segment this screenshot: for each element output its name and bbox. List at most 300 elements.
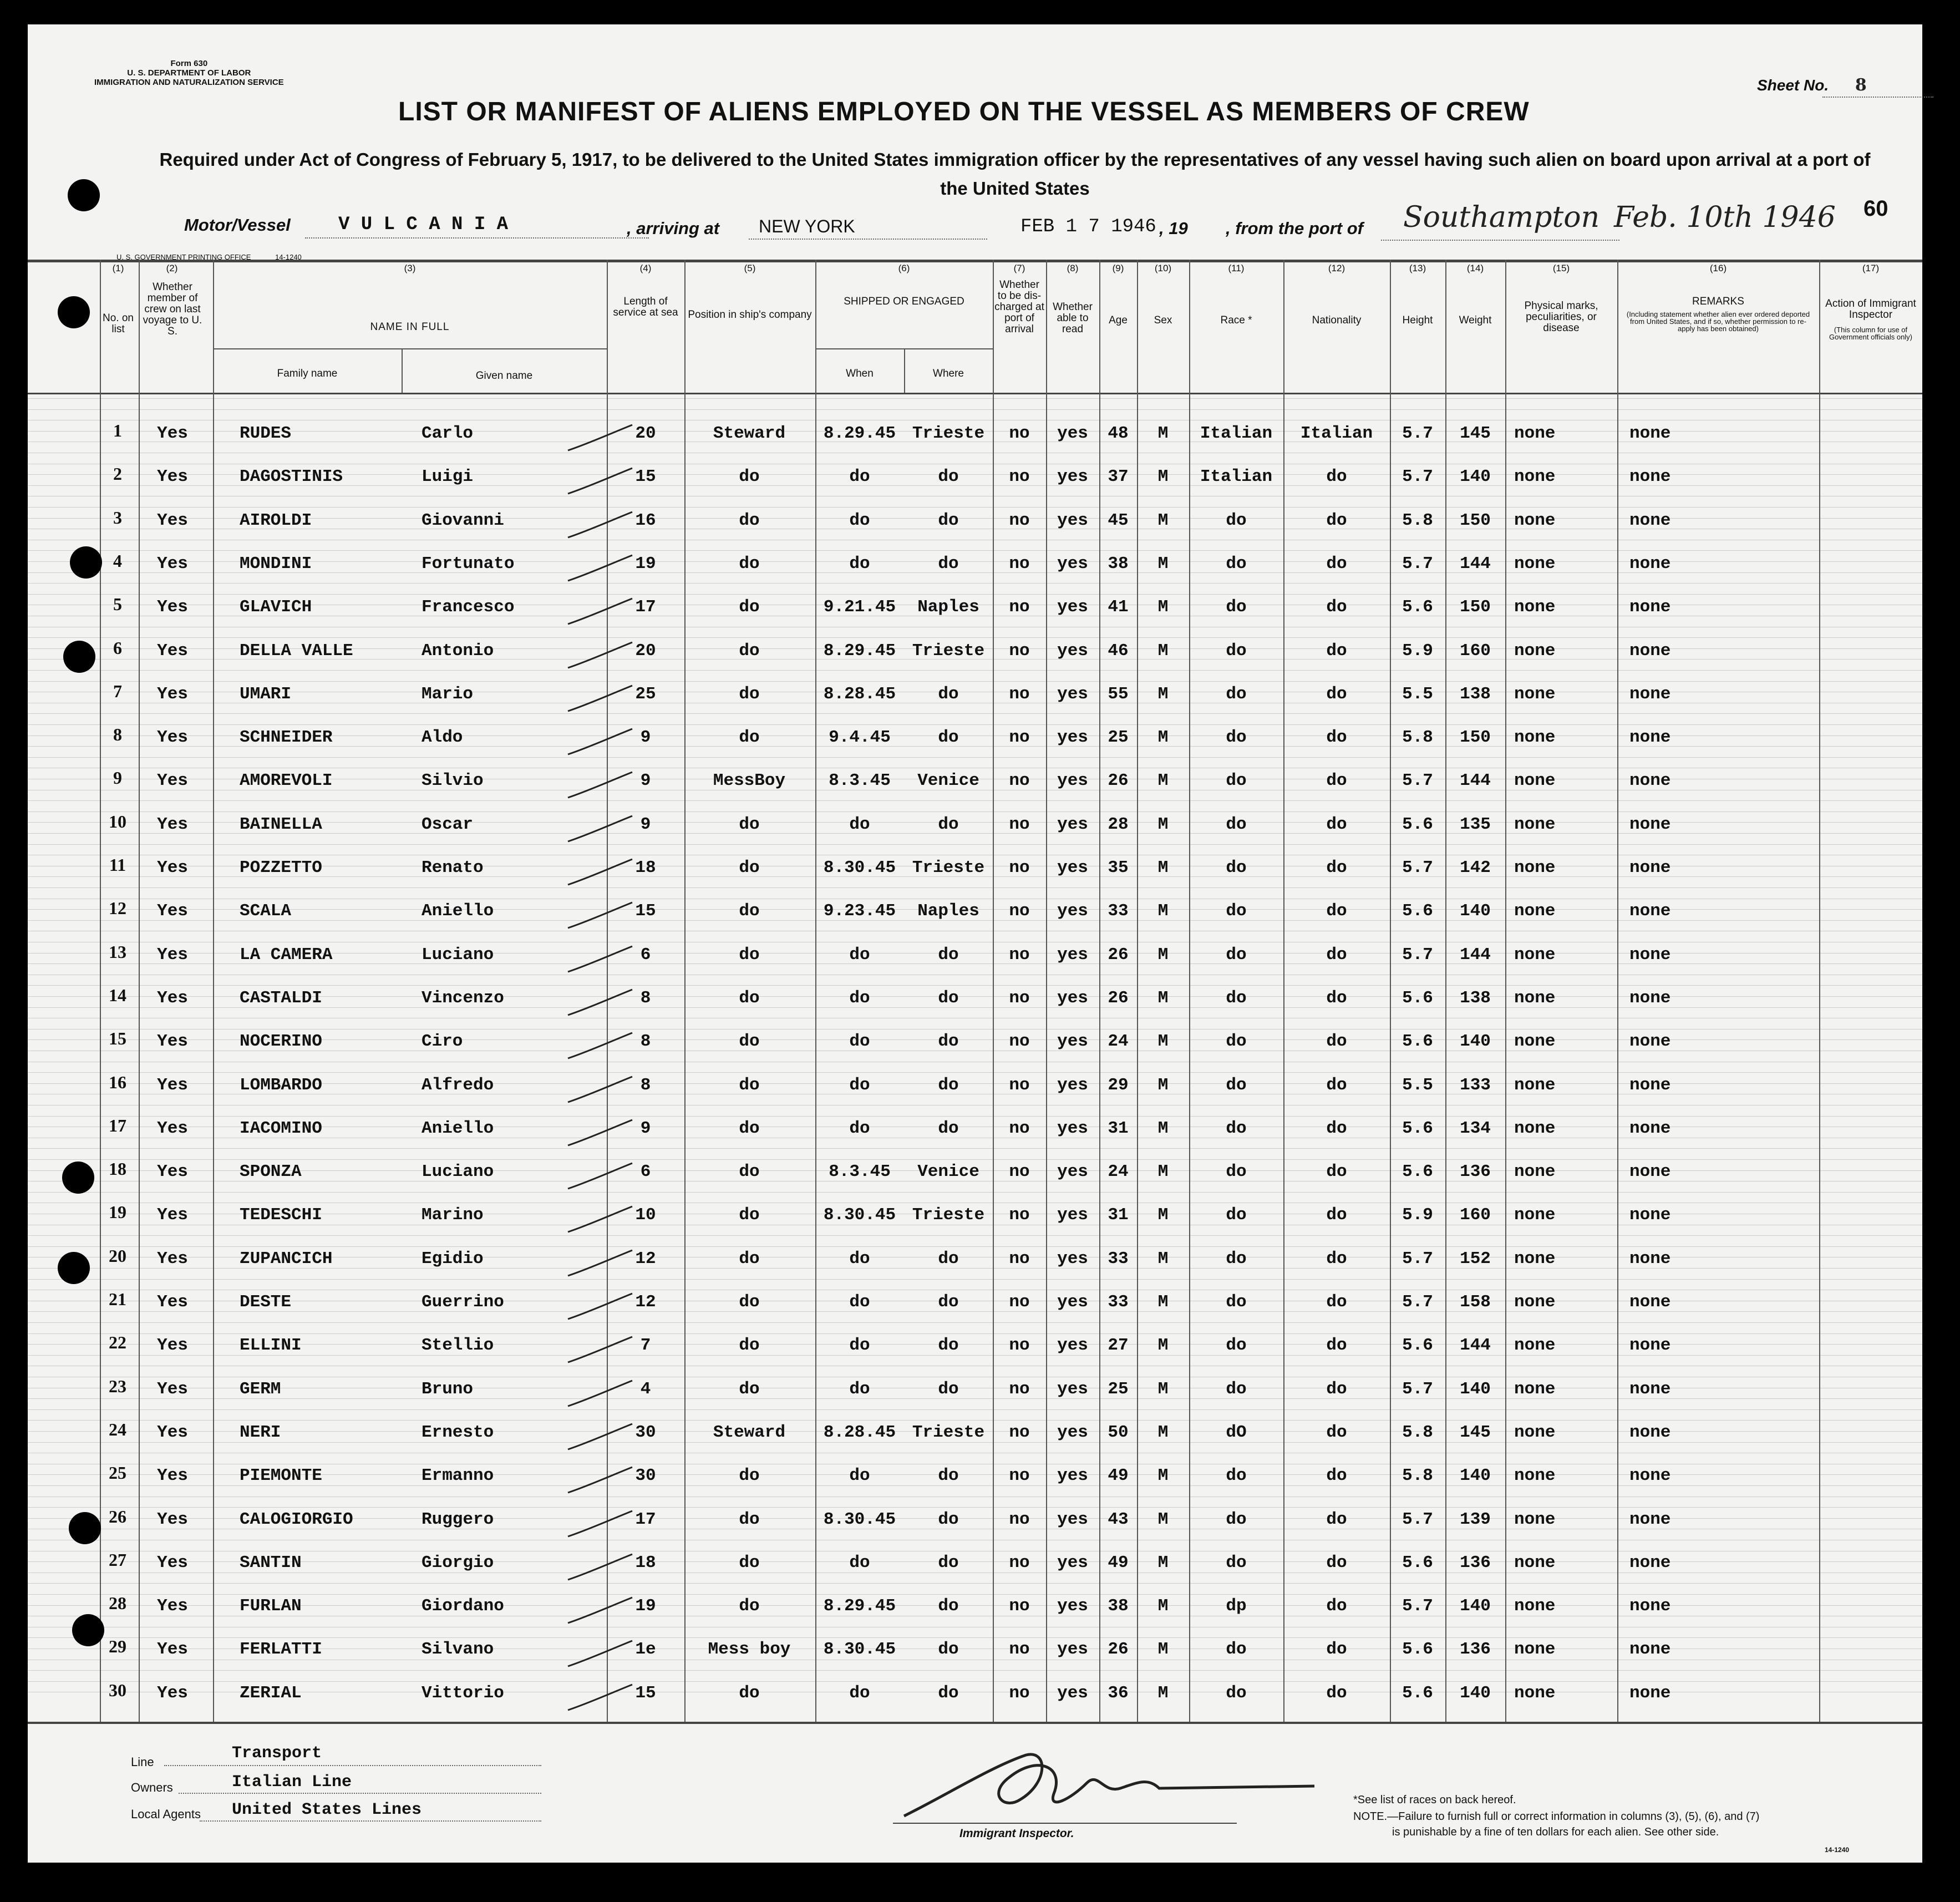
given-name: Silvio	[422, 771, 484, 791]
age: 55	[1108, 684, 1129, 704]
table-row	[28, 585, 1922, 628]
nationality: do	[1326, 771, 1347, 791]
height: 5.7	[1402, 771, 1433, 791]
ship-position: do	[739, 684, 760, 704]
weight: 136	[1460, 1640, 1491, 1660]
col-header-sex: Sex	[1154, 315, 1172, 326]
row-number: 5	[113, 594, 122, 615]
family-name: PIEMONTE	[240, 1466, 322, 1486]
nationality: do	[1326, 1379, 1347, 1399]
table-row	[28, 542, 1922, 585]
race: do	[1226, 1553, 1247, 1573]
check-mark-stroke	[566, 986, 638, 1020]
age: 26	[1108, 945, 1129, 965]
age: 27	[1108, 1336, 1129, 1356]
remarks: none	[1629, 771, 1671, 791]
family-name: FURLAN	[240, 1596, 302, 1616]
able-to-read: yes	[1057, 641, 1088, 661]
shipped-where: do	[938, 1553, 959, 1573]
race: do	[1226, 858, 1247, 878]
sex: M	[1157, 858, 1169, 878]
discharged: no	[1009, 814, 1030, 834]
printing-office-name: U. S. GOVERNMENT PRINTING OFFICE	[116, 253, 251, 261]
race: do	[1226, 814, 1247, 834]
sex: M	[1157, 1596, 1169, 1616]
inspector-signature	[882, 1733, 1326, 1833]
given-name: Vincenzo	[422, 988, 504, 1008]
shipped-when: 9.21.45	[823, 597, 896, 617]
weight: 150	[1460, 728, 1491, 748]
weight: 136	[1460, 1553, 1491, 1573]
given-name: Ciro	[422, 1032, 463, 1052]
weight: 145	[1460, 1422, 1491, 1442]
remarks: none	[1629, 1075, 1671, 1095]
table-row	[28, 1150, 1922, 1193]
shipped-when: do	[849, 1466, 870, 1486]
height: 5.8	[1402, 1466, 1433, 1486]
service-length: 8	[640, 1032, 651, 1052]
ship-position: do	[739, 814, 760, 834]
shipped-when: 8.30.45	[823, 1509, 896, 1529]
check-mark-stroke	[566, 1637, 638, 1671]
nationality: do	[1326, 1075, 1347, 1095]
row-number: 27	[109, 1549, 126, 1570]
check-mark-stroke	[566, 856, 638, 889]
sex: M	[1157, 988, 1169, 1008]
sex: M	[1157, 771, 1169, 791]
discharged: no	[1009, 554, 1030, 574]
discharged: no	[1009, 1422, 1030, 1442]
family-name: AMOREVOLI	[240, 771, 333, 791]
row-number: 23	[109, 1376, 126, 1396]
check-mark-stroke	[566, 1117, 638, 1150]
able-to-read: yes	[1057, 1640, 1088, 1660]
row-number: 12	[109, 898, 126, 919]
race: do	[1226, 554, 1247, 574]
race: do	[1226, 1509, 1247, 1529]
height: 5.9	[1402, 1205, 1433, 1225]
shipped-when: do	[849, 1032, 870, 1052]
service-length: 19	[635, 1596, 656, 1616]
given-name: Carlo	[422, 424, 474, 443]
remarks: none	[1629, 554, 1671, 574]
arriving-label: , arriving at	[627, 219, 720, 238]
given-name: Ermanno	[422, 1466, 494, 1486]
discharged: no	[1009, 728, 1030, 748]
row-number: 26	[109, 1506, 126, 1526]
form-header	[94, 59, 284, 87]
shipped-where: Venice	[917, 771, 979, 791]
given-name: Luciano	[422, 945, 494, 965]
check-mark-stroke	[566, 1594, 638, 1627]
crew-last-voyage: Yes	[157, 814, 188, 834]
shipped-where: Naples	[917, 901, 979, 921]
printing-office-code: 14-1240	[275, 253, 302, 261]
nationality: do	[1326, 1509, 1347, 1529]
table-row	[28, 803, 1922, 846]
col-num-2: (2)	[166, 263, 178, 273]
check-mark-stroke	[566, 1247, 638, 1280]
physical-marks: none	[1514, 1075, 1556, 1095]
inspector-underline	[893, 1823, 1237, 1824]
age: 35	[1108, 858, 1129, 878]
col-header-age: Age	[1109, 315, 1128, 326]
physical-marks: none	[1514, 1422, 1556, 1442]
able-to-read: yes	[1057, 814, 1088, 834]
check-mark-stroke	[566, 1203, 638, 1236]
age: 31	[1108, 1205, 1129, 1225]
table-row	[28, 976, 1922, 1020]
from-label: , from the port of	[1226, 219, 1363, 238]
race: Italian	[1200, 467, 1273, 487]
shipped-where: do	[938, 1118, 959, 1138]
sex: M	[1157, 467, 1169, 487]
col-header-family-name: Family name	[277, 368, 338, 379]
height: 5.6	[1402, 1162, 1433, 1182]
race: do	[1226, 1162, 1247, 1182]
col-num-1: (1)	[112, 263, 124, 273]
discharged: no	[1009, 467, 1030, 487]
height: 5.5	[1402, 1075, 1433, 1095]
nationality: do	[1326, 1336, 1347, 1356]
shipped-where: Venice	[917, 1162, 979, 1182]
able-to-read: yes	[1057, 1336, 1088, 1356]
col-header-no: No. on list	[103, 312, 134, 335]
shipped-when: 8.29.45	[823, 424, 896, 443]
remarks: none	[1629, 1553, 1671, 1573]
row-number: 11	[109, 855, 126, 875]
shipped-where: do	[938, 1509, 959, 1529]
ship-position: do	[739, 1162, 760, 1182]
age: 36	[1108, 1683, 1129, 1703]
able-to-read: yes	[1057, 1032, 1088, 1052]
agents-label: Local Agents	[131, 1807, 201, 1821]
age: 46	[1108, 641, 1129, 661]
table-row	[28, 1367, 1922, 1411]
shipped-where: Trieste	[912, 858, 985, 878]
remarks: none	[1629, 1683, 1671, 1703]
check-mark-stroke	[566, 1160, 638, 1193]
height: 5.6	[1402, 1336, 1433, 1356]
weight: 140	[1460, 1596, 1491, 1616]
nationality: do	[1326, 988, 1347, 1008]
age: 45	[1108, 510, 1129, 530]
service-length: 6	[640, 945, 651, 965]
remarks: none	[1629, 1205, 1671, 1225]
sex: M	[1157, 945, 1169, 965]
physical-marks: none	[1514, 1032, 1556, 1052]
service-length: 20	[635, 424, 656, 443]
remarks: none	[1629, 988, 1671, 1008]
crew-table	[28, 260, 1922, 1729]
discharged: no	[1009, 1336, 1030, 1356]
row-number: 1	[113, 420, 122, 440]
race: do	[1226, 728, 1247, 748]
physical-marks: none	[1514, 641, 1556, 661]
physical-marks: none	[1514, 1509, 1556, 1529]
weight: 144	[1460, 945, 1491, 965]
from-port-underline	[1381, 240, 1619, 241]
nationality: Italian	[1300, 424, 1373, 443]
family-name: ZERIAL	[240, 1683, 302, 1703]
sex: M	[1157, 510, 1169, 530]
discharged: no	[1009, 1162, 1030, 1182]
age: 41	[1108, 597, 1129, 617]
ship-position: do	[739, 554, 760, 574]
sex: M	[1157, 1640, 1169, 1660]
nationality: do	[1326, 684, 1347, 704]
shipped-when: do	[849, 945, 870, 965]
family-name: GLAVICH	[240, 597, 312, 617]
col-num-13: (13)	[1409, 263, 1426, 273]
col-num-17: (17)	[1862, 263, 1880, 273]
check-mark-stroke	[566, 552, 638, 585]
weight: 136	[1460, 1162, 1491, 1182]
given-name: Guerrino	[422, 1292, 504, 1312]
height: 5.7	[1402, 424, 1433, 443]
crew-last-voyage: Yes	[157, 1683, 188, 1703]
physical-marks: none	[1514, 510, 1556, 530]
ship-position: do	[739, 1032, 760, 1052]
discharged: no	[1009, 1205, 1030, 1225]
col-num-9: (9)	[1112, 263, 1124, 273]
sex: M	[1157, 1118, 1169, 1138]
ship-position: do	[739, 945, 760, 965]
physical-marks: none	[1514, 467, 1556, 487]
crew-last-voyage: Yes	[157, 1640, 188, 1660]
shipped-when: 8.29.45	[823, 1596, 896, 1616]
given-name: Luigi	[422, 467, 474, 487]
physical-marks: none	[1514, 1162, 1556, 1182]
physical-marks: none	[1514, 858, 1556, 878]
family-name: MONDINI	[240, 554, 312, 574]
age: 33	[1108, 901, 1129, 921]
race: do	[1226, 1249, 1247, 1269]
given-name: Aldo	[422, 728, 463, 748]
physical-marks: none	[1514, 1205, 1556, 1225]
check-mark-stroke	[566, 813, 638, 846]
col-header-race: Race *	[1220, 315, 1252, 326]
crew-last-voyage: Yes	[157, 1205, 188, 1225]
given-name: Silvano	[422, 1640, 494, 1660]
shipped-when: do	[849, 1292, 870, 1312]
row-number: 7	[113, 681, 122, 701]
family-name: NOCERINO	[240, 1032, 322, 1052]
shipped-when: do	[849, 814, 870, 834]
col-header-where: Where	[933, 368, 964, 379]
races-footnote: *See list of races on back hereof.	[1353, 1794, 1516, 1806]
ship-position: do	[739, 467, 760, 487]
col-num-6: (6)	[898, 263, 910, 273]
age: 50	[1108, 1422, 1129, 1442]
race: do	[1226, 1640, 1247, 1660]
weight: 139	[1460, 1509, 1491, 1529]
age: 26	[1108, 1640, 1129, 1660]
check-mark-stroke	[566, 943, 638, 976]
shipped-when: do	[849, 988, 870, 1008]
race: dO	[1226, 1422, 1247, 1442]
col-action-note: (This column for use of Government officials only)	[1829, 326, 1913, 341]
physical-marks: none	[1514, 1336, 1556, 1356]
service-length: 17	[635, 1509, 656, 1529]
check-mark-stroke	[566, 1073, 638, 1107]
crew-last-voyage: Yes	[157, 945, 188, 965]
shipped-when: 8.3.45	[829, 771, 891, 791]
shipped-where: do	[938, 1336, 959, 1356]
physical-marks: none	[1514, 771, 1556, 791]
given-name: Bruno	[422, 1379, 474, 1399]
table-row	[28, 933, 1922, 976]
shipped-where: do	[938, 1683, 959, 1703]
sex: M	[1157, 1292, 1169, 1312]
height: 5.8	[1402, 728, 1433, 748]
form-number: Form 630	[170, 59, 208, 68]
able-to-read: yes	[1057, 1118, 1088, 1138]
port-underline	[749, 239, 987, 240]
shipped-when: do	[849, 1249, 870, 1269]
nationality: do	[1326, 1205, 1347, 1225]
sex: M	[1157, 1205, 1169, 1225]
col-header-height: Height	[1402, 315, 1433, 326]
age: 38	[1108, 554, 1129, 574]
vessel-name: V U L C A N I A	[338, 214, 509, 235]
shipped-when: 8.30.45	[823, 1640, 896, 1660]
service-length: 9	[640, 1118, 651, 1138]
family-name: AIROLDI	[240, 510, 312, 530]
ruled-line	[28, 398, 1922, 399]
given-name: Renato	[422, 858, 484, 878]
nationality: do	[1326, 858, 1347, 878]
remarks: none	[1629, 467, 1671, 487]
shipped-when: do	[849, 1379, 870, 1399]
col-num-15: (15)	[1552, 263, 1570, 273]
given-name: Ruggero	[422, 1509, 494, 1529]
family-name: SPONZA	[240, 1162, 302, 1182]
binder-hole	[58, 296, 90, 328]
shipped-where: Trieste	[912, 424, 985, 443]
table-row	[28, 846, 1922, 889]
discharged: no	[1009, 1509, 1030, 1529]
shipped-when: 8.28.45	[823, 684, 896, 704]
able-to-read: yes	[1057, 510, 1088, 530]
family-name: DAGOSTINIS	[240, 467, 343, 487]
age: 24	[1108, 1032, 1129, 1052]
nationality: do	[1326, 728, 1347, 748]
physical-marks: none	[1514, 1118, 1556, 1138]
sex: M	[1157, 1553, 1169, 1573]
remarks: none	[1629, 597, 1671, 617]
row-number: 10	[109, 811, 126, 831]
discharged: no	[1009, 1553, 1030, 1573]
col-num-8: (8)	[1067, 263, 1079, 273]
shipped-when: 8.30.45	[823, 1205, 896, 1225]
crew-last-voyage: Yes	[157, 1379, 188, 1399]
ship-position: do	[739, 1336, 760, 1356]
physical-marks: none	[1514, 988, 1556, 1008]
sex: M	[1157, 814, 1169, 834]
col-num-5: (5)	[744, 263, 756, 273]
sex: M	[1157, 554, 1169, 574]
binder-hole	[69, 1512, 101, 1544]
shipped-when: 8.30.45	[823, 858, 896, 878]
height: 5.6	[1402, 814, 1433, 834]
weight: 158	[1460, 1292, 1491, 1312]
able-to-read: yes	[1057, 1205, 1088, 1225]
height: 5.6	[1402, 1032, 1433, 1052]
given-name: Giovanni	[422, 510, 504, 530]
age: 49	[1108, 1553, 1129, 1573]
discharged: no	[1009, 988, 1030, 1008]
weight: 152	[1460, 1249, 1491, 1269]
check-mark-stroke	[566, 1421, 638, 1454]
corner-number: 60	[1863, 196, 1888, 221]
discharged: no	[1009, 858, 1030, 878]
shipped-where: do	[938, 1292, 959, 1312]
race: do	[1226, 1336, 1247, 1356]
service-length: 15	[635, 901, 656, 921]
note-line-2: is punishable by a fine of ten dollars for each alien. See other side.	[1392, 1826, 1719, 1838]
crew-last-voyage: Yes	[157, 1032, 188, 1052]
shipped-where: do	[938, 814, 959, 834]
table-row	[28, 889, 1922, 932]
sex: M	[1157, 1422, 1169, 1442]
shipped-when: do	[849, 1118, 870, 1138]
ship-position: do	[739, 858, 760, 878]
weight: 140	[1460, 1466, 1491, 1486]
ship-position: do	[739, 1466, 760, 1486]
row-number: 15	[109, 1028, 126, 1049]
discharged: no	[1009, 510, 1030, 530]
able-to-read: yes	[1057, 1162, 1088, 1182]
departure-date: Feb. 10th 1946	[1614, 201, 1836, 234]
family-name: ELLINI	[240, 1336, 302, 1356]
family-name: DESTE	[240, 1292, 292, 1312]
service-length: 18	[635, 858, 656, 878]
height: 5.7	[1402, 945, 1433, 965]
shipped-where: Trieste	[912, 1422, 985, 1442]
shipped-when: do	[849, 554, 870, 574]
crew-last-voyage: Yes	[157, 858, 188, 878]
discharged: no	[1009, 1075, 1030, 1095]
col-header-given-name: Given name	[475, 370, 533, 382]
nationality: do	[1326, 467, 1347, 487]
race: do	[1226, 901, 1247, 921]
weight: 138	[1460, 988, 1491, 1008]
given-name: Egidio	[422, 1249, 484, 1269]
binder-hole	[70, 546, 102, 579]
sheet-underline	[1822, 97, 1933, 98]
ship-position: do	[739, 597, 760, 617]
table-row	[28, 1020, 1922, 1063]
sheet-value: 8	[1855, 75, 1867, 95]
sex: M	[1157, 424, 1169, 443]
family-name: SANTIN	[240, 1553, 302, 1573]
given-name: Stellio	[422, 1336, 494, 1356]
row-number: 22	[109, 1332, 126, 1353]
family-name: NERI	[240, 1422, 281, 1442]
height: 5.6	[1402, 988, 1433, 1008]
crew-last-voyage: Yes	[157, 1466, 188, 1486]
service-length: 4	[640, 1379, 651, 1399]
sex: M	[1157, 1249, 1169, 1269]
weight: 138	[1460, 684, 1491, 704]
weight: 150	[1460, 597, 1491, 617]
discharged: no	[1009, 641, 1030, 661]
header-bottom-rule	[28, 393, 1922, 394]
col-num-16: (16)	[1709, 263, 1727, 273]
able-to-read: yes	[1057, 1422, 1088, 1442]
given-name: Giordano	[422, 1596, 504, 1616]
